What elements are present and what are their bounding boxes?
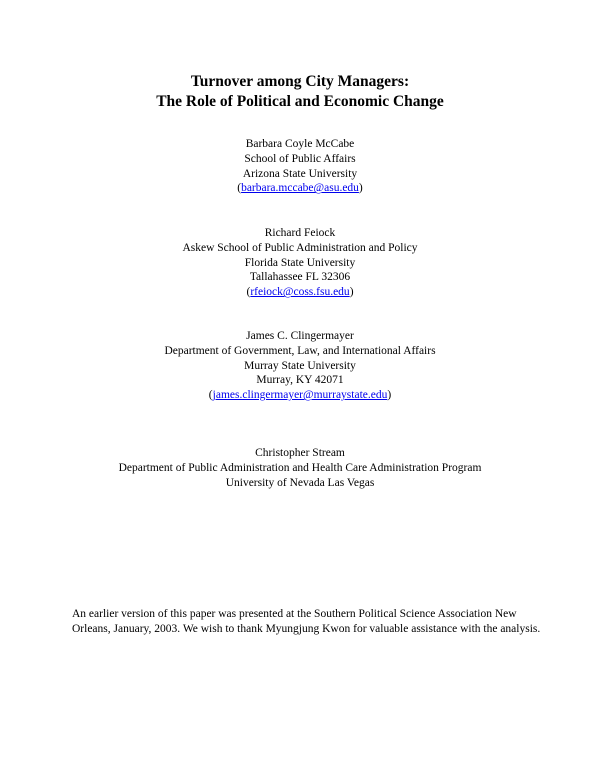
paper-title xyxy=(0,72,600,112)
author-address: Murray, KY 42071 xyxy=(256,374,344,387)
author-email-line: (rfeiock@coss.fsu.edu) xyxy=(246,286,354,299)
author-affiliation: Florida State University xyxy=(244,256,356,269)
author-block-stream xyxy=(0,446,600,490)
author-email-line: (james.clingermayer@murraystate.edu) xyxy=(208,389,392,402)
author-block-clingermayer xyxy=(0,329,600,403)
author-name: Christopher Stream xyxy=(255,447,345,459)
author-email-link[interactable]: james.clingermayer@murraystate.edu xyxy=(212,389,388,402)
author-email-link[interactable]: rfeiock@coss.fsu.edu xyxy=(250,286,350,299)
author-affiliation: University of Nevada Las Vegas xyxy=(225,476,375,489)
author-name: Richard Feiock xyxy=(264,227,336,239)
author-block-feiock xyxy=(0,226,600,300)
author-affiliation: Department of Government, Law, and International Affairs xyxy=(164,344,436,357)
acknowledgement-line-2: Orleans, January, 2003. We wish to thank Myungjung Kwon for valuable assistance with the analysis. xyxy=(72,623,541,635)
acknowledgement-line-1: An earlier version of this paper was presented at the Southern Political Science Association New xyxy=(72,608,517,620)
acknowledgement-note xyxy=(72,607,542,637)
author-affiliation: Department of Public Administration and Health Care Administration Program xyxy=(118,461,482,474)
author-address: Tallahassee FL 32306 xyxy=(249,271,351,284)
author-email-line: (barbara.mccabe@asu.edu) xyxy=(237,182,363,195)
author-affiliation: Askew School of Public Administration and Policy xyxy=(182,241,418,254)
author-block-mccabe xyxy=(0,137,600,196)
paper-title-line-1: Turnover among City Managers: xyxy=(190,73,410,90)
author-affiliation: Arizona State University xyxy=(242,167,358,180)
author-affiliation: Murray State University xyxy=(244,359,356,372)
author-name: Barbara Coyle McCabe xyxy=(245,138,355,150)
author-name: James C. Clingermayer xyxy=(246,330,354,342)
author-email-link[interactable]: barbara.mccabe@asu.edu xyxy=(241,182,359,195)
author-affiliation: School of Public Affairs xyxy=(244,152,356,165)
paper-title-line-2: The Role of Political and Economic Change xyxy=(156,93,444,110)
